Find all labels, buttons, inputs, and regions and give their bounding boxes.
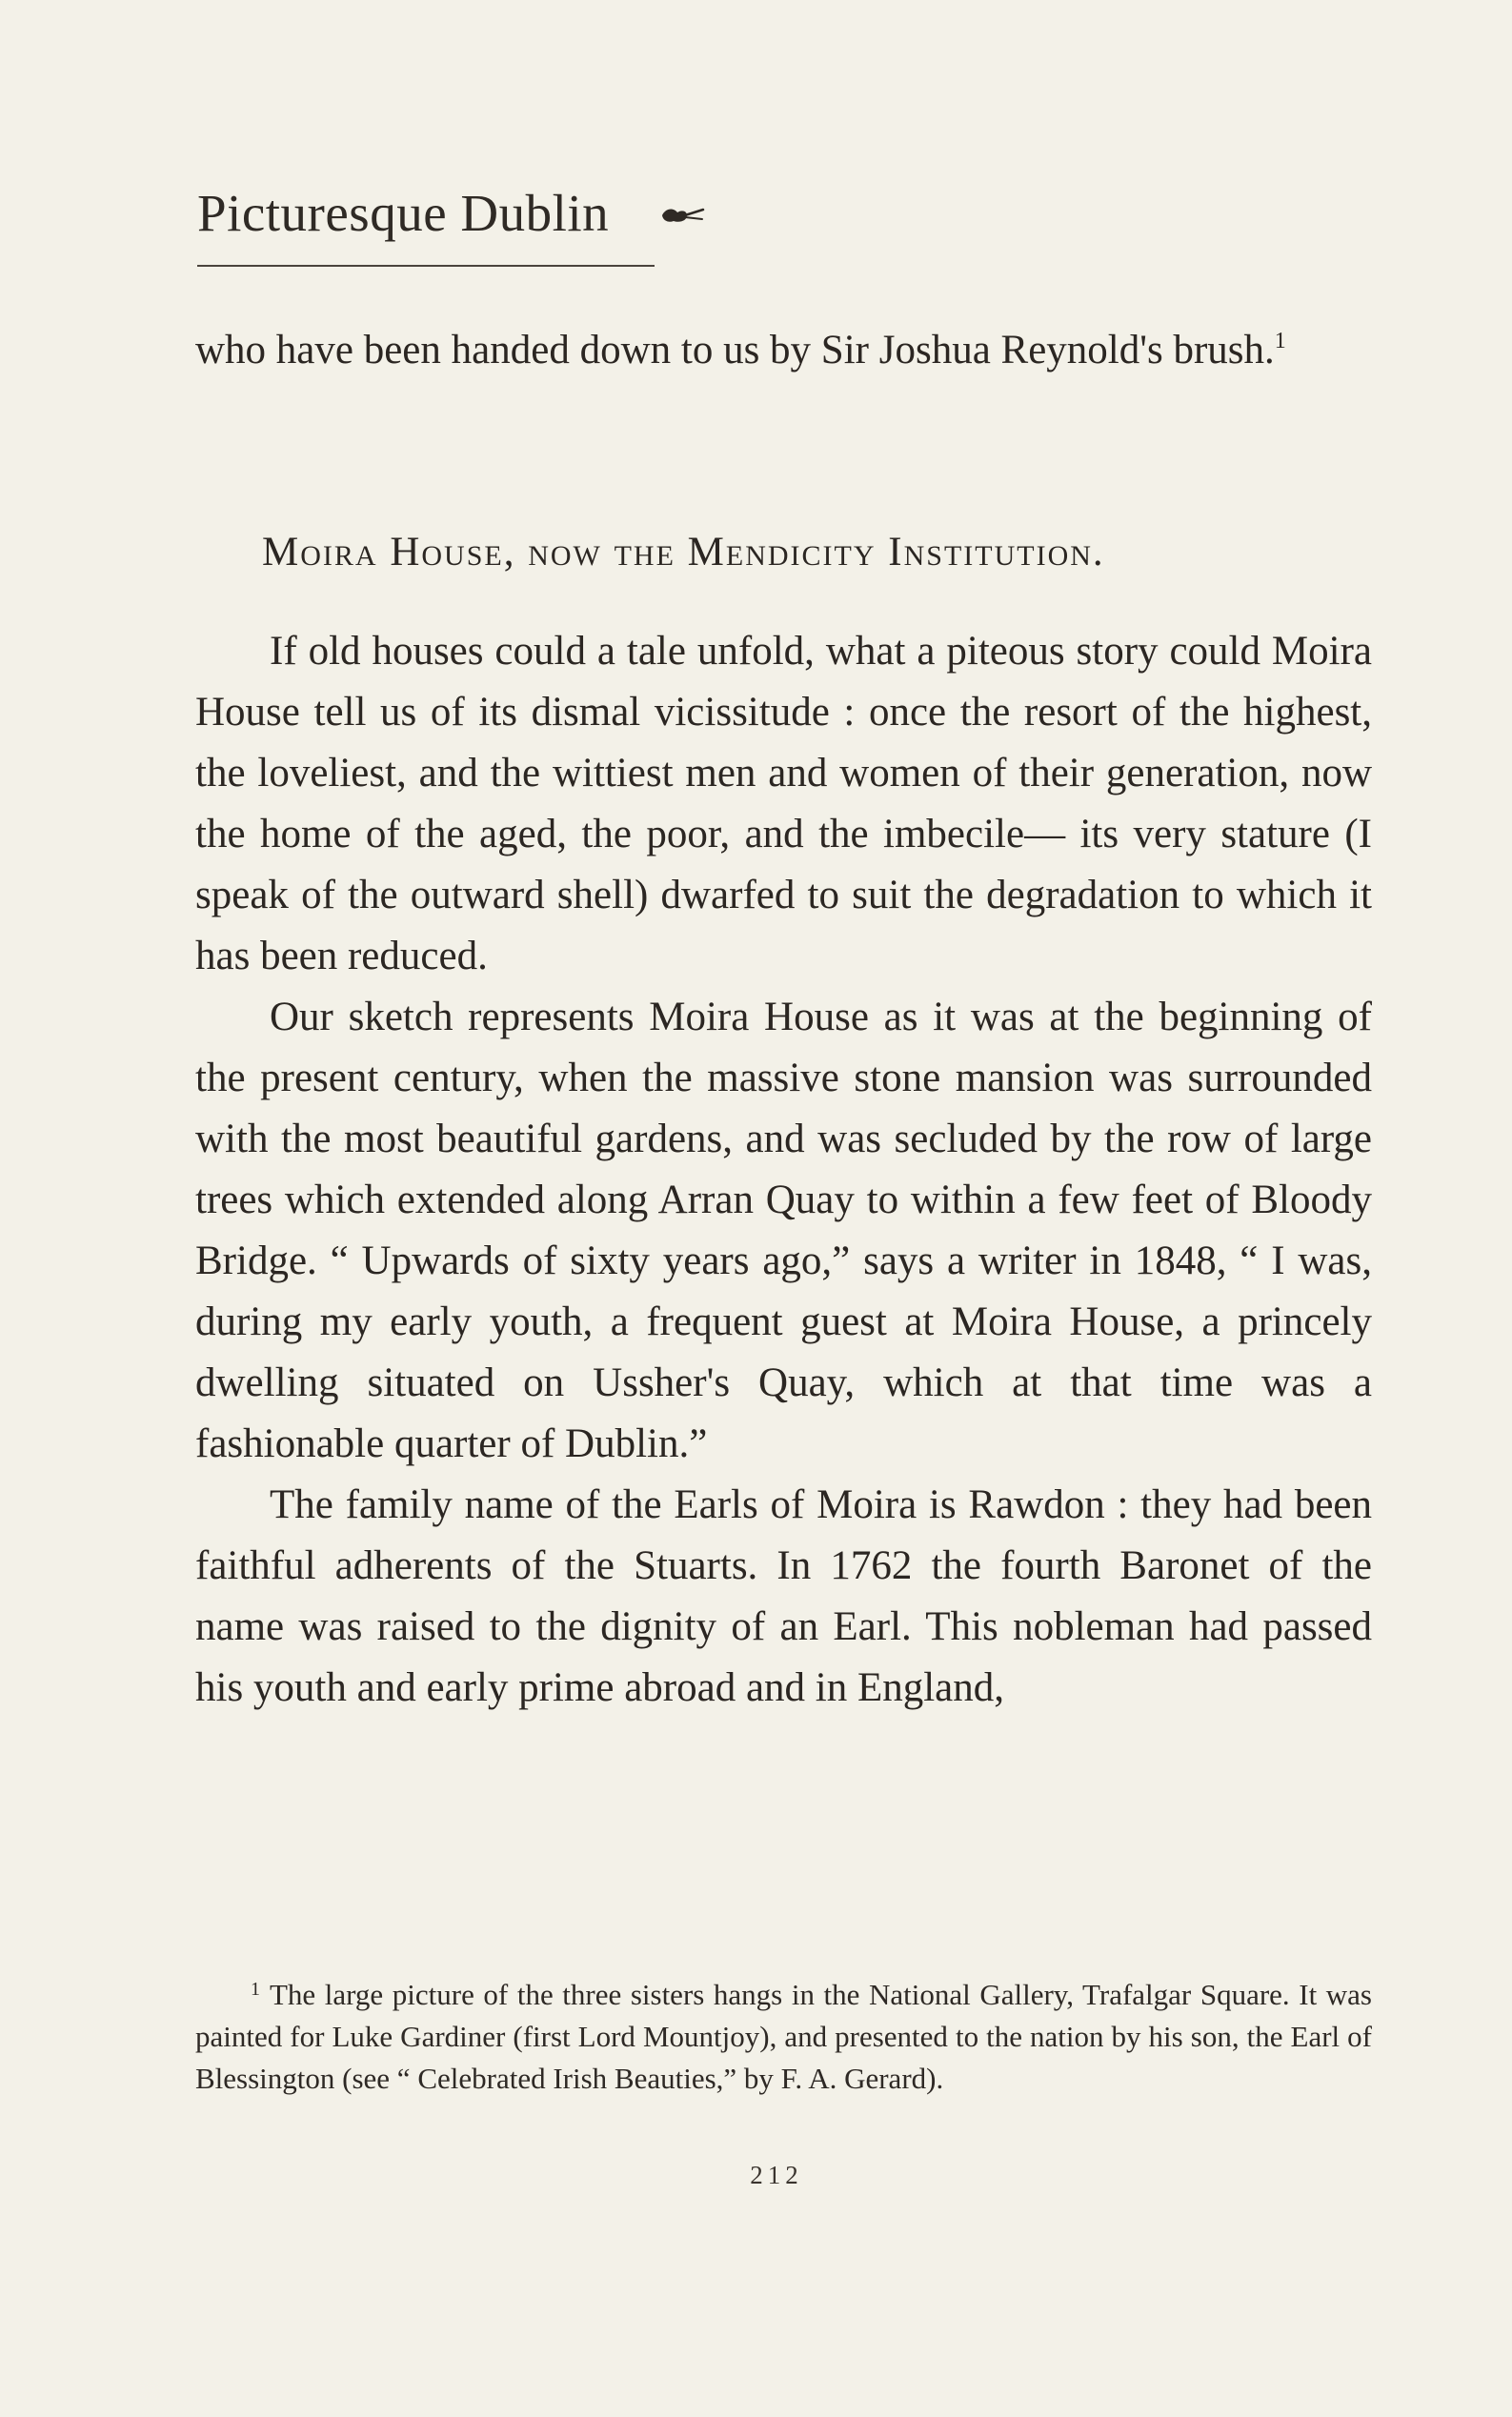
section-heading: Moira House, now the Mendicity Institution. (262, 530, 1105, 574)
pointing-hand-ornament-icon (658, 202, 706, 231)
paragraph-2: Our sketch represents Moira House as it was at the beginning of the present century, when the massive stone mansion was surrounded with the most beautiful gardens, and was secluded by the row of large trees which extended along Arran Quay to within a few feet of Bloody Bridge. “ Upwards of sixty years ago,” says a writer in 1848, “ I was, during my early youth, a frequent guest at Moira House, a princely dwelling situated on Ussher's Quay, which at that time was a fashionable quarter of Dublin.” (195, 995, 1372, 1466)
continuation-text (195, 320, 1372, 381)
running-head (197, 183, 706, 243)
footnote (195, 1974, 1372, 2100)
running-head-rule (197, 265, 655, 267)
footnote-mark: 1 (251, 1979, 260, 2000)
main-text (195, 621, 1372, 1719)
paragraph-1: If old houses could a tale unfold, what a piteous story could Moira House tell us of its dismal vicissitude : once the resort of the highest, the loveliest, and the wittiest men and women of their generation, now the home of the aged, the poor, and the imbecile— its very stature (I speak of the outward shell) dwarfed to suit the degradation to which it has been reduced. (195, 629, 1372, 978)
continuation-text-content: who have been handed down to us by Sir Joshua Reynold's brush. (195, 328, 1275, 373)
paragraph-3: The family name of the Earls of Moira is Rawdon : they had been faithful adherents of the Stuarts. In 1762 the fourth Baronet of the name was raised to the dignity of an Earl. This nobleman had passed his youth and early prime abroad and in England, (195, 1482, 1372, 1710)
page-number: 212 (750, 2161, 803, 2189)
footnote-reference: 1 (1274, 329, 1286, 353)
continuation-paragraph (195, 320, 1372, 381)
running-head-title: Picturesque Dublin (197, 184, 610, 242)
footnote-text: The large picture of the three sisters hangs in the National Gallery, Trafalgar Square. It was painted for Luke Gardiner (first Lord Mountjoy), and presented to the nation by his son, the Earl of Blessington (see “ Celebrated Irish Beauties,” by F. A. Gerard). (195, 1978, 1372, 2095)
